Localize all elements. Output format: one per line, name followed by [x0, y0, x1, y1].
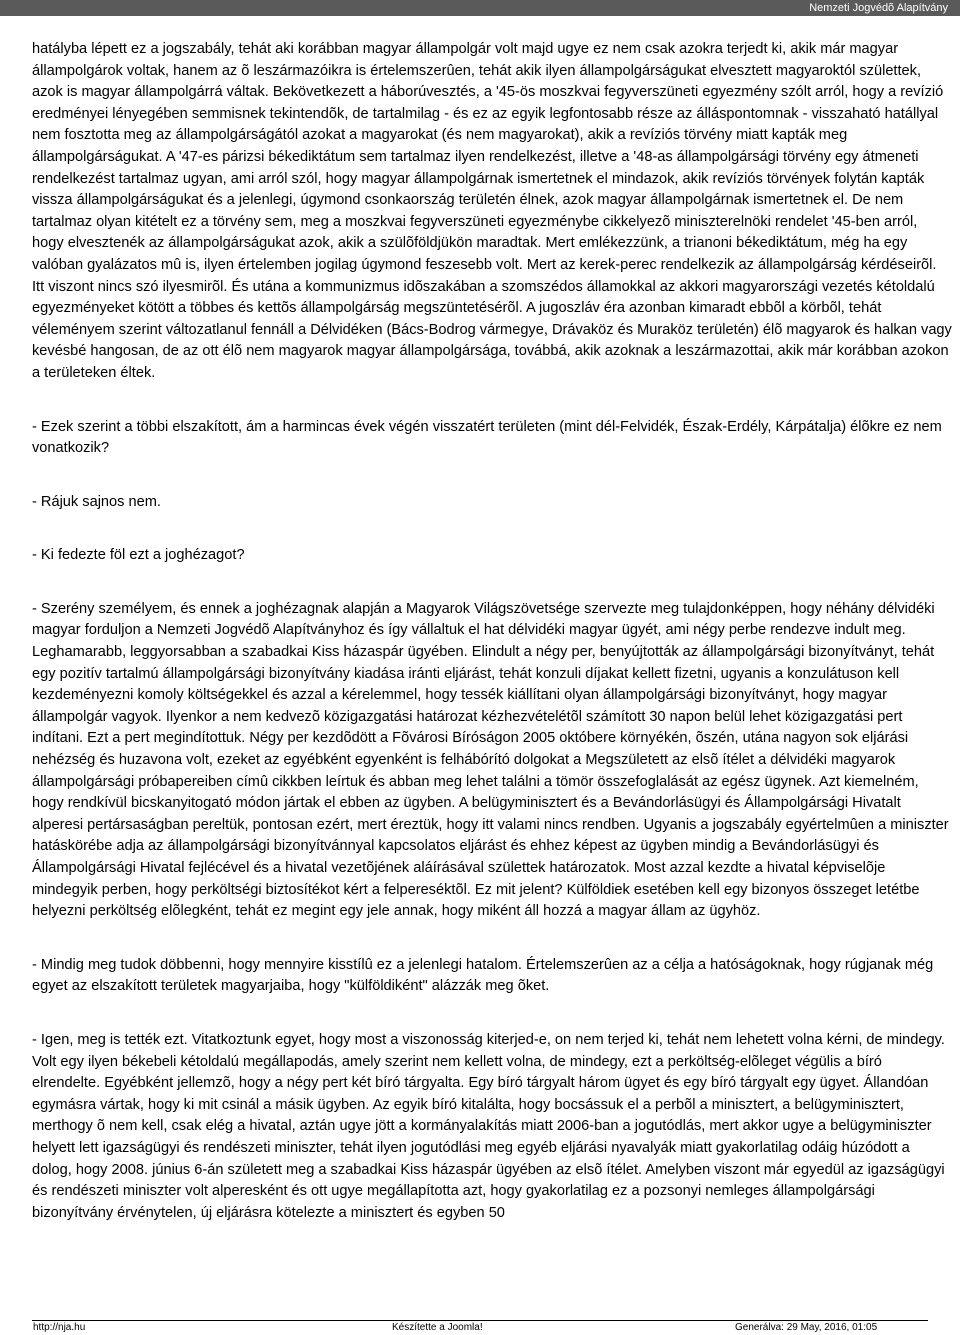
footer-made-with: Készítette a Joomla!: [392, 1322, 483, 1333]
site-title: Nemzeti Jogvédõ Alapítvány: [809, 2, 948, 14]
page-footer: [0, 1320, 960, 1334]
paragraph: - Ezek szerint a többi elszakított, ám a harmincas évek végén visszatért területen (mint dél-Felvidék, Észak-Erdély, Kárpátalja) élõkre ez nem vonatkozik?: [32, 418, 942, 457]
article-body: [32, 39, 952, 1256]
paragraph: - Mindig meg tudok döbbenni, hogy mennyire kisstílû ez a jelenlegi hatalom. Értelemszerûen az a célja a hatóságoknak, hogy rúgjanak még egyet az elszakított területek magyarjaiba, hogy "külföldiként" alázzák meg õket.: [32, 956, 934, 995]
paragraph: - Rájuk sajnos nem.: [32, 493, 161, 510]
footer-url-link[interactable]: http://nja.hu: [33, 1322, 86, 1333]
page-header: [0, 0, 960, 16]
paragraph: - Ki fedezte föl ezt a joghézagot?: [32, 547, 245, 564]
paragraph: - Szerény személyem, és ennek a joghézagnak alapján a Magyarok Világszövetsége szervezte meg tulajdonképpen, hogy néhány délvidéki magyar forduljon a Nemzeti Jogvédõ Alapítványhoz és így vállaltuk el hat délvidéki magyar ügyét, ami négy perbe rendezve indult meg. Leghamarabb, leggyorsabban a szabadkai Kiss házaspár ügyében. Elindult a négy per, benyújtották az állampolgársági bizonyítványt, tehát egy pozitív tartalmú állampolgársági bizonyítvány kiadása iránti eljárást, tehát konzuli díjakat kellett fizetni, ugyanis a konzulátuson kell kezdeményezni komoly költségekkel és azzal a kérelemmel, hogy tessék kiállítani olyan állampolgársági bizonyítványt, hogy magyar állampolgár vagyok. Ilyenkor a nem kedvezõ közigazgatási határozat kézhezvételétõl számított 30 napon belül lehet közigazgatási pert indítani. Ezt a pert megindítottuk. Négy per kezdõdött a Fõvárosi Bíróságon 2005 októbere környékén, õszén, utána nagyon sok eljárási nehézség és huzavona volt, ezeket az egyébként egyenként is felhábórító dolgokat a Megszületett az elsõ ítélet a délvidéki magyarok állampolgársági próbapereiben címû cikkben leírtuk és abban meg lehet találni a tömör összefoglalását az egész ügynek. Azt kiemelném, hogy rendkívül bicskanyitogató módon jártak el ebben az ügyben. A belügyminisztert és a Bevándorlásügyi és Állampolgársági Hivatalt alperesi pertársaságban pereltük, pontosan ezért, mert éreztük, hogy itt valami nincs rendben. Ugyanis a jogszabály egyértelmûen a miniszter hatáskörébe adja az állampolgársági bizonyítvánnyal kapcsolatos eljárást és ehhez képest az ügyben mindig a Bevándorlásügyi és Állampolgársági Hivatal fejlécével és a hivatal vezetõjének aláírásával születtek határozatok. Most azzal kezdte a hivatal képviselõje mindegyik perben, hogy perköltségi biztosítékot kért a felpereséktõl. Ez mit jelent? Külföldiek esetében kell egy bizonyos összeget letétbe helyezni perköltség elõlegként, tehát ez megint egy jele annak, hogy miként áll hozzá a magyar állam az ügyhöz.: [32, 600, 949, 920]
footer-generated: Generálva: 29 May, 2016, 01:05: [735, 1322, 878, 1333]
paragraph: hatályba lépett ez a jogszabály, tehát aki korábban magyar állampolgár volt majd ugye ez nem csak azokra terjedt ki, akik már magyar állampolgárok voltak, hanem az õ leszármazóikra is értelemszerûen, tehát akik ilyen állampolgárságukat elvesztett magyaroktól születtek, azok is magyar állampolgárrá váltak. Bekövetkezett a háborúvesztés, a '45-ös moszkvai fegyverszüneti egyezmény szólt arról, hogy a revízió eredményei lényegében semmisnek tekintendõk, de tartalmilag - és ez az egyik legfontosabb része az álláspontomnak - visszaható hatállyal nem fosztotta meg az állampolgárságától azokat a magyarokat (és nem magyarokat), akik a revíziós törvény miatt kapták meg állampolgárságukat. A '47-es párizsi békediktátum sem tartalmaz ilyen rendelkezést, illetve a '48-as állampolgársági törvény egy átmeneti rendelkezést tartalmaz ugyan, ami arról szól, hogy magyar állampolgárnak ismertetnek el mindazok, akik revíziós törvények folytán kapták vissza állampolgárságukat és a jelenlegi, úgymond csonkaország területén élnek, azok magyar állampolgárnak ismertetnek el. De nem tartalmaz olyan kitételt ez a törvény sem, meg a moszkvai fegyverszüneti egyezménybe cikkelyezõ miniszterelnöki rendelet '45-ben arról, hogy elvesztenék az állampolgárságukat azok, akik a szülõföldjükön maradtak. Mert emlékezzünk, a trianoni békediktátum, még ha egy valóban gyalázatos mû is, ilyen értelemben jogilag úgymond feszesebb volt. Mert az kerek-perec rendelkezik az állampolgárság kérdéseirõl. Itt viszont nincs szó ilyesmirõl. És utána a kommunizmus idõszakában a szomszédos államokkal az akkori magyarországi vezetés kétoldalú egyezményeket kötött a többes és kettõs állampolgárság megszüntetésérõl. A jugoszláv éra azonban kimaradt ebbõl a körbõl, tehát véleményem szerint változatlanul fennáll a Délvidéken (Bács-Bodrog vármegye, Drávaköz és Muraköz területén) élõ magyarok és halkan vagy kevésbé hangosan, de az ott élõ nem magyarok magyar állampolgársága, továbbá, akik azoknak a leszármazottai, akik már korábban azokon a területeken éltek.: [32, 41, 952, 381]
paragraph: - Igen, meg is tették ezt. Vitatkoztunk egyet, hogy most a viszonosság kiterjed-e, on nem terjed ki, tehát nem lehetett volna kérni, de mindegy. Volt egy ilyen békebeli kétoldalú megállapodás, amely szerint nem kellett volna, de mindegy, ezt a perköltség-elõleget végülis a bíró elrendelte. Egyébként jellemzõ, hogy a négy pert két bíró tárgyalta. Egy bíró tárgyalt három ügyet és egy bíró tárgyalt egy ügyet. Állandóan egymásra vártak, hogy ki mit csinál a másik ügyben. Az egyik bíró kitalálta, hogy bocsássuk el a perbõl a minisztert, a belügyminisztert, merthogy õ nem kell, csak elég a hivatal, aztán ugye jött a kormányalakítás miatt 2006-ban a jogutódlás, mert akkor ugye a belügyminiszter helyett lett igazságügyi és rendészeti miniszter, tehát ilyen jogutódlási meg egyéb eljárási nyavalyák miatt gyakorlatilag odáig húzódott a dolog, hogy 2008. június 6-án született meg a szabadkai Kiss házaspár ügyében az elsõ ítélet. Amelyben viszont már egyedül az igazságügyi és rendészeti miniszter volt alperesként és ott ugye megállapította azt, hogy gyakorlatilag ez a pozsonyi nemleges állampolgársági bizonyítvány érvénytelen, új eljárásra kötelezte a minisztert és egyben 50: [32, 1031, 945, 1221]
